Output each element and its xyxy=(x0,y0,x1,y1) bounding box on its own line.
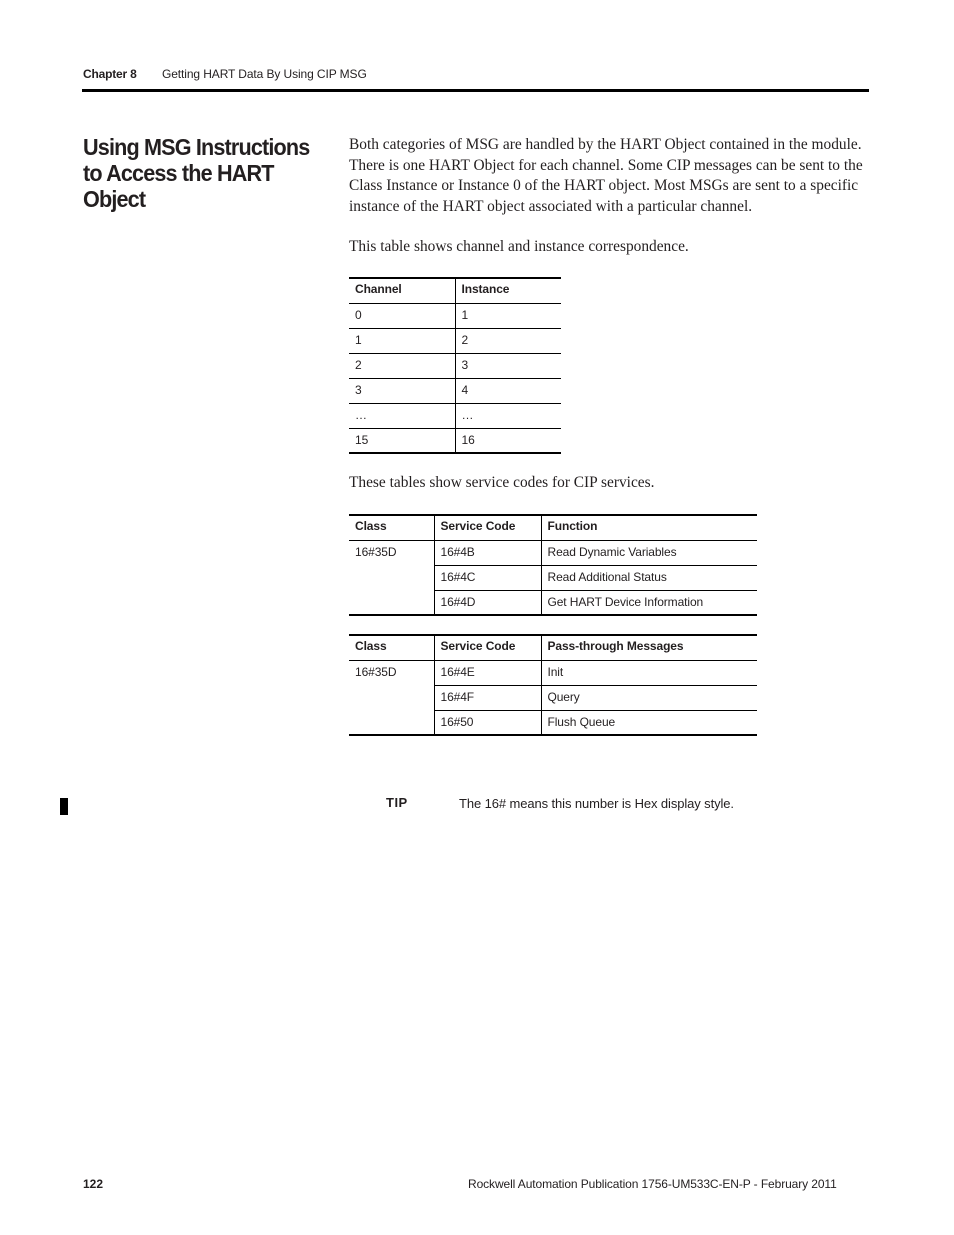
table-cell: Flush Queue xyxy=(541,710,757,735)
chapter-title: Getting HART Data By Using CIP MSG xyxy=(162,67,367,81)
table-cell: 1 xyxy=(349,328,455,353)
table-header-row xyxy=(349,278,561,303)
table-cell: 2 xyxy=(349,353,455,378)
table-cell: 0 xyxy=(349,303,455,328)
table-row xyxy=(349,403,561,428)
channel-table-intro: This table shows channel and instance correspondence. xyxy=(349,238,689,255)
table-cell: 16#4D xyxy=(434,590,541,615)
intro-paragraph: Both categories of MSG are handled by the HART Object contained in the module. There is one HART Object for each channel. Some CIP messages can be sent to the Class Instance or Instance 0 of the HART object. Most MSGs are sent to a specific instance of the HART object associated with a particular channel. xyxy=(349,136,863,215)
table-row xyxy=(349,303,561,328)
table-row xyxy=(349,685,757,710)
table-cell: 16#4F xyxy=(434,685,541,710)
table-cell: 16#50 xyxy=(434,710,541,735)
channel-instance-table xyxy=(349,277,561,454)
table-cell xyxy=(349,565,434,590)
publication-info: Rockwell Automation Publication 1756-UM533C-EN-P - February 2011 xyxy=(468,1177,837,1191)
table-cell: 1 xyxy=(455,303,561,328)
section-heading: Using MSG Instructions to Access the HART Object xyxy=(83,134,310,212)
table-cell: Init xyxy=(541,660,757,685)
table-row xyxy=(349,590,757,615)
table-cell: Read Additional Status xyxy=(541,565,757,590)
table-cell xyxy=(349,710,434,735)
column-header: Function xyxy=(541,515,757,540)
table-cell: 3 xyxy=(349,378,455,403)
column-header: Channel xyxy=(349,278,455,303)
table-cell xyxy=(349,590,434,615)
table-cell: 16#4B xyxy=(434,540,541,565)
page-number: 122 xyxy=(83,1177,104,1191)
passthrough-service-table xyxy=(349,634,757,736)
table-cell: 2 xyxy=(455,328,561,353)
column-header: Class xyxy=(349,515,434,540)
table-row xyxy=(349,565,757,590)
function-service-table xyxy=(349,514,757,616)
table-cell: Query xyxy=(541,685,757,710)
table-cell: 16#35D xyxy=(355,664,397,679)
table-cell: 16#4E xyxy=(434,660,541,685)
table-row xyxy=(349,710,757,735)
table-cell: 4 xyxy=(455,378,561,403)
table-row xyxy=(349,328,561,353)
column-header: Service Code xyxy=(434,515,541,540)
table-row xyxy=(349,540,757,565)
header-rule xyxy=(82,89,869,92)
table-cell: 15 xyxy=(349,428,455,453)
table-cell: 16 xyxy=(455,428,561,453)
service-tables-intro: These tables show service codes for CIP services. xyxy=(349,474,655,491)
table-header-row xyxy=(349,635,757,660)
table-cell: … xyxy=(455,403,561,428)
table-cell: Read Dynamic Variables xyxy=(541,540,757,565)
column-header: Service Code xyxy=(434,635,541,660)
column-header: Instance xyxy=(455,278,561,303)
table-row xyxy=(349,428,561,453)
table-cell xyxy=(349,685,434,710)
chapter-label: Chapter 8 xyxy=(83,67,137,81)
table-row xyxy=(349,378,561,403)
column-header: Pass-through Messages xyxy=(541,635,757,660)
table-cell: Get HART Device Information xyxy=(541,590,757,615)
table-header-row xyxy=(349,515,757,540)
table-cell: … xyxy=(349,403,455,428)
table-cell: 16#4C xyxy=(434,565,541,590)
tip-text: The 16# means this number is Hex display style. xyxy=(459,796,734,811)
column-header: Class xyxy=(349,635,434,660)
table-cell: 3 xyxy=(455,353,561,378)
table-cell: 16#35D xyxy=(355,544,397,559)
table-row xyxy=(349,353,561,378)
tip-label: TIP xyxy=(386,795,408,810)
table-row xyxy=(349,660,757,685)
change-bar xyxy=(60,798,68,815)
